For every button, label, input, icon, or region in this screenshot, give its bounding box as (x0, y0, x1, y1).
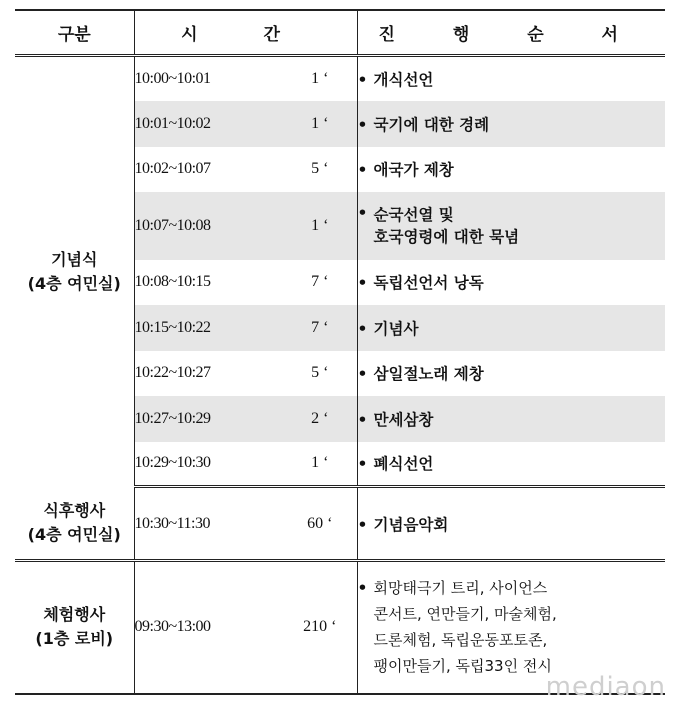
duration-cell: 5 ‘ (283, 147, 357, 192)
header-category: 구분 (15, 10, 134, 56)
header-time: 시 간 (134, 10, 357, 56)
program-label: 기념음악회 (373, 515, 449, 534)
program-label: 만세삼창 (373, 410, 434, 429)
duration-cell: 1 ‘ (283, 442, 357, 487)
program-cell (357, 351, 665, 396)
program-label: 기념사 (373, 319, 419, 338)
bullet: • (357, 455, 368, 474)
bullet: • (357, 410, 368, 429)
time-cell: 10:00~10:01 (134, 69, 211, 87)
program-label: 팽이만들기, 독립33인 전시 (373, 657, 552, 676)
table-row (15, 56, 665, 101)
duration-cell: 7 ‘ (283, 305, 357, 351)
program-cell (357, 442, 665, 487)
category-cell (15, 487, 134, 561)
watermark-text: mediaon (545, 672, 666, 702)
program-label: 회망태극기 트리, 사이언스 (373, 579, 548, 598)
program-cell (357, 487, 665, 561)
time-cell: 10:22~10:27 (134, 364, 211, 381)
category-line: 식후행사 (43, 500, 106, 520)
time-cell: 09:30~13:00 (134, 561, 283, 694)
bullet: • (357, 365, 368, 383)
category-cell (15, 561, 134, 694)
program-label: 개식선언 (373, 70, 434, 89)
time-cell: 10:15~10:22 (134, 305, 283, 351)
duration-cell: 1 ‘ (283, 192, 357, 260)
bullet: • (357, 274, 368, 292)
bullet: • (357, 579, 368, 598)
program-label: 드론체험, 독립운동포토존, (373, 631, 548, 650)
duration-cell: 1 ‘ (283, 56, 357, 101)
duration-cell: 60 ‘ (283, 487, 357, 561)
bullet: • (357, 161, 368, 179)
program-cell (357, 147, 665, 192)
program-cell (357, 101, 665, 147)
program-label: 애국가 제창 (373, 161, 454, 179)
time-cell: 10:07~10:08 (134, 192, 283, 260)
category-line: 체험행사 (43, 605, 106, 625)
category-cell (15, 56, 134, 487)
category-line: (4층 여민실) (27, 273, 121, 293)
time-cell: 10:08~10:15 (134, 273, 211, 290)
bullet: • (357, 203, 368, 222)
program-label: 국기에 대한 경례 (373, 115, 490, 134)
duration-cell: 1 ‘ (283, 101, 357, 147)
time-cell: 10:30~11:30 (134, 487, 283, 561)
schedule-table (15, 9, 665, 695)
category-line: (4층 여민실) (27, 524, 121, 544)
time-cell: 10:02~10:07 (134, 160, 211, 177)
duration-cell: 5 ‘ (283, 351, 357, 396)
duration-cell: 7 ‘ (283, 260, 357, 305)
program-cell (357, 192, 665, 260)
program-label: 콘서트, 연만들기, 마술체험, (373, 605, 557, 624)
header-row (15, 10, 665, 56)
program-cell (357, 260, 665, 305)
program-cell (357, 396, 665, 442)
program-label: 폐식선언 (373, 455, 434, 474)
bullet: • (357, 319, 368, 338)
watermark-logo (546, 672, 666, 702)
bullet: • (357, 115, 368, 134)
time-cell: 10:01~10:02 (134, 101, 283, 147)
program-label: 독립선언서 낭독 (373, 274, 484, 292)
program-label: 호국영령에 대한 묵념 (373, 227, 520, 246)
duration-cell: 210 ‘ (283, 561, 357, 694)
program-label: 순국선열 및 (373, 205, 454, 224)
table-row (15, 487, 665, 561)
program-cell (357, 305, 665, 351)
category-line: (1층 로비) (35, 629, 114, 649)
program-cell (357, 56, 665, 101)
bullet: • (357, 515, 368, 534)
duration-cell: 2 ‘ (283, 396, 357, 442)
header-order: 진 행 순 서 (357, 10, 665, 56)
time-cell: 10:27~10:29 (134, 396, 283, 442)
category-line: 기념식 (51, 249, 98, 269)
time-cell: 10:29~10:30 (134, 442, 283, 487)
bullet: • (357, 70, 368, 89)
program-label: 삼일절노래 제창 (373, 365, 484, 383)
